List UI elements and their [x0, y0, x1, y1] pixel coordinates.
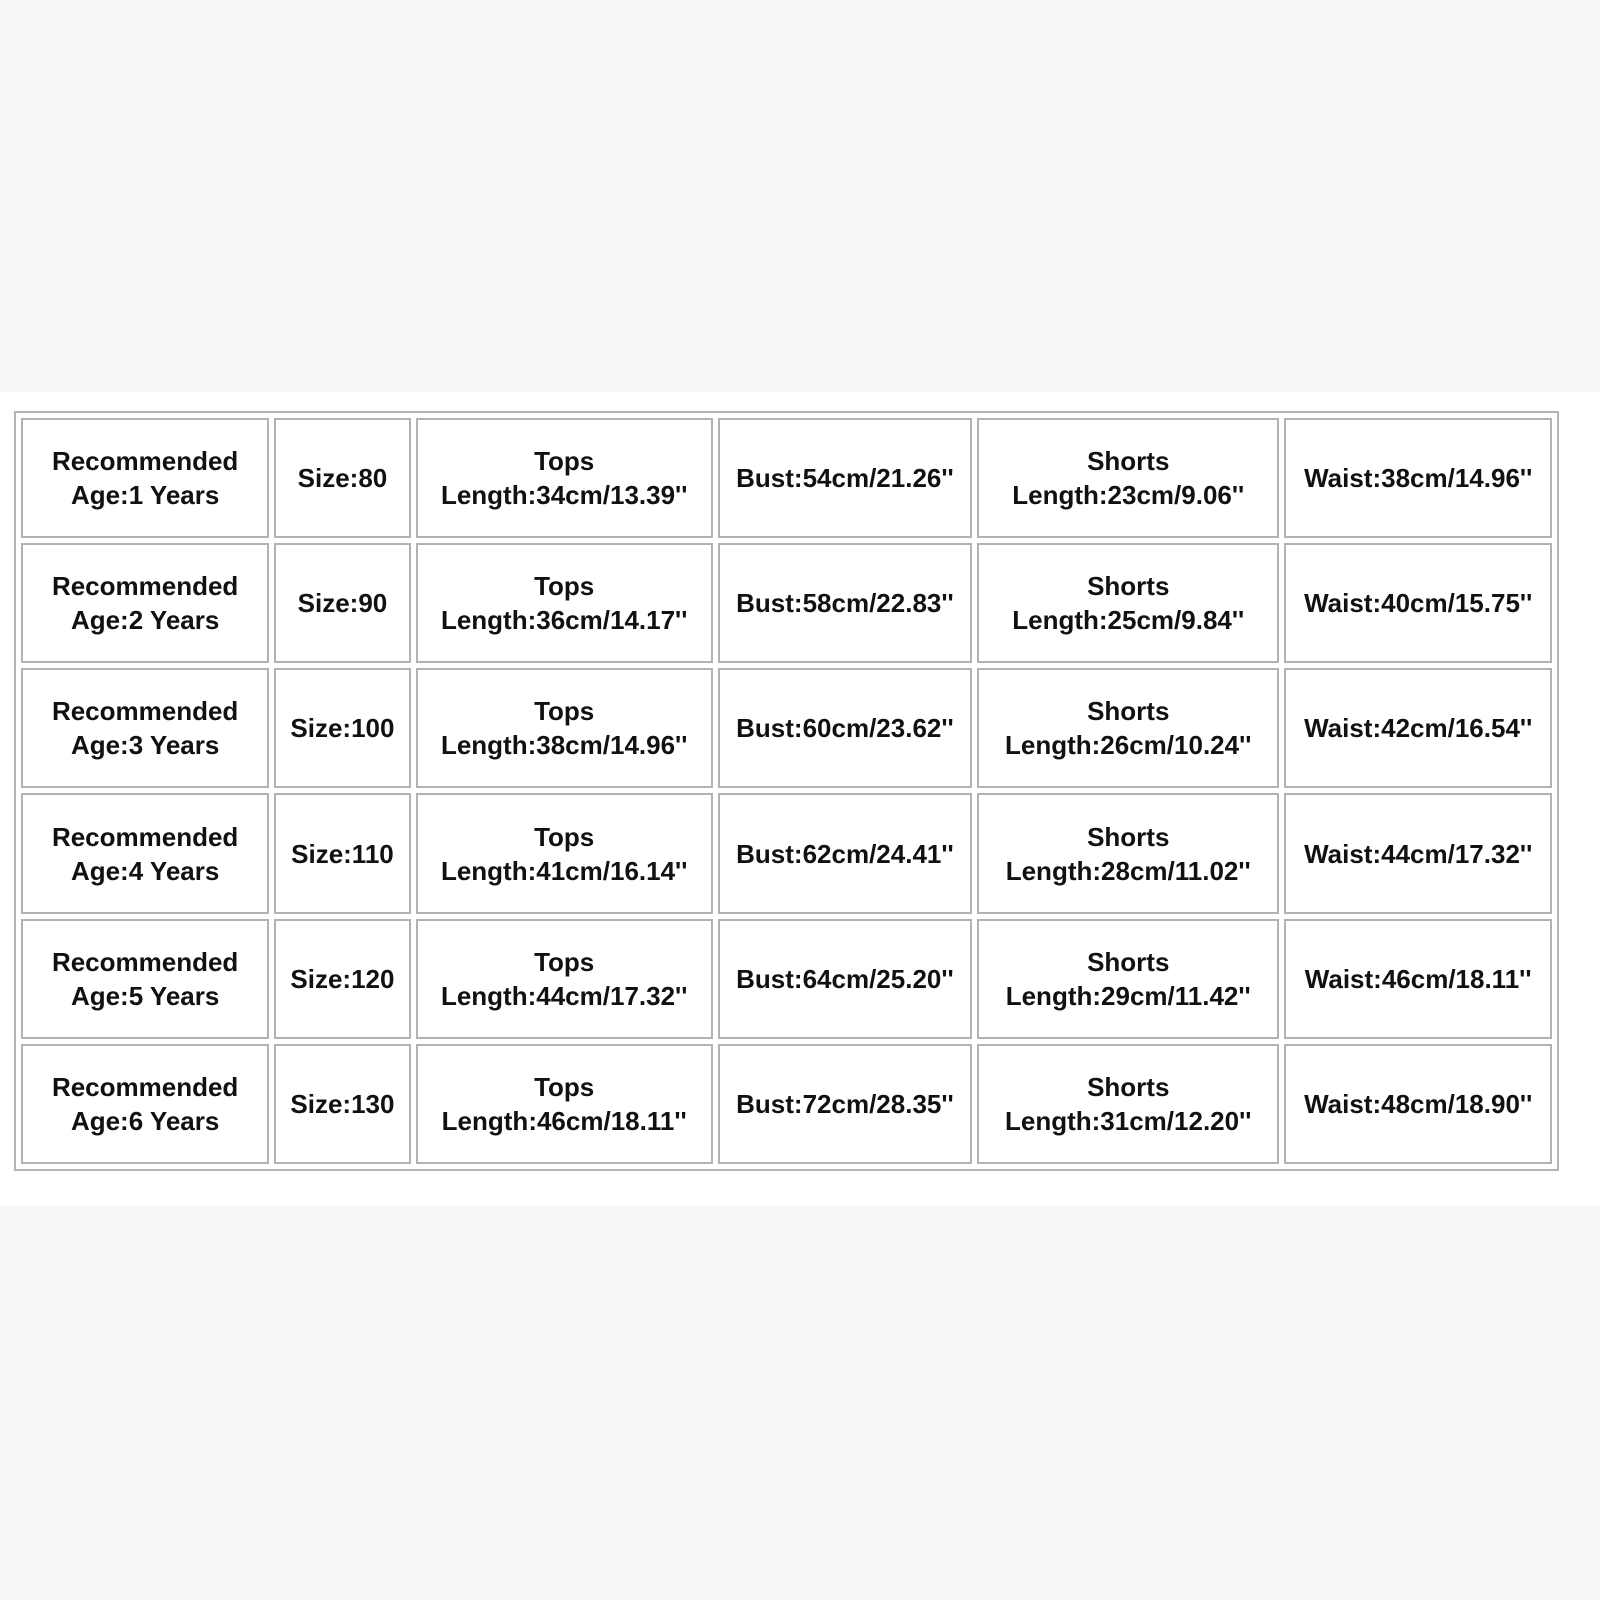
shorts-length-value: Length:31cm/12.20'' — [1005, 1105, 1252, 1136]
waist-value: Waist:44cm/17.32'' — [1304, 838, 1533, 869]
size-value: Size:80 — [297, 463, 388, 494]
shorts-label: Shorts — [1087, 1071, 1170, 1102]
tops-length-cell — [416, 668, 713, 788]
waist-value: Waist:48cm/18.90'' — [1304, 1088, 1533, 1119]
shorts-length-value: Length:26cm/10.24'' — [1005, 730, 1252, 761]
age-cell — [21, 543, 269, 663]
tops-length-value: Length:38cm/14.96'' — [440, 730, 688, 761]
shorts-length-value: Length:23cm/9.06'' — [1012, 480, 1245, 511]
size-chart-table — [14, 411, 1559, 1171]
size-cell — [274, 1044, 410, 1164]
tops-label: Tops — [534, 946, 595, 977]
shorts-length-cell — [977, 543, 1279, 663]
shorts-label: Shorts — [1087, 696, 1170, 727]
tops-length-value: Length:44cm/17.32'' — [440, 980, 688, 1011]
tops-length-value: Length:36cm/14.17'' — [440, 605, 688, 636]
shorts-length-cell — [977, 668, 1279, 788]
size-cell — [274, 793, 410, 913]
tops-label: Tops — [534, 821, 595, 852]
tops-length-cell — [416, 919, 713, 1039]
tops-length-value: Length:34cm/13.39'' — [440, 480, 688, 511]
tops-length-cell — [416, 793, 713, 913]
bust-cell — [718, 919, 972, 1039]
age-cell — [21, 418, 269, 538]
bust-value: Bust:64cm/25.20'' — [736, 963, 954, 994]
shorts-label: Shorts — [1087, 571, 1170, 602]
size-value: Size:120 — [290, 963, 395, 994]
waist-value: Waist:40cm/15.75'' — [1304, 588, 1533, 619]
size-cell — [274, 418, 410, 538]
bust-cell — [718, 668, 972, 788]
shorts-label: Shorts — [1087, 946, 1170, 977]
tops-label: Tops — [534, 1071, 595, 1102]
size-value: Size:90 — [297, 588, 388, 619]
shorts-label: Shorts — [1087, 446, 1170, 477]
shorts-label: Shorts — [1087, 821, 1170, 852]
bust-value: Bust:62cm/24.41'' — [736, 838, 954, 869]
shorts-length-value: Length:29cm/11.42'' — [1005, 980, 1251, 1011]
shorts-length-value: Length:25cm/9.84'' — [1012, 605, 1245, 636]
size-cell — [274, 919, 410, 1039]
shorts-length-cell — [977, 418, 1279, 538]
size-value: Size:110 — [291, 838, 394, 869]
age-cell — [21, 668, 269, 788]
table-row — [21, 668, 1552, 788]
waist-cell — [1284, 1044, 1552, 1164]
bust-value: Bust:58cm/22.83'' — [736, 588, 954, 619]
age-label: Recommended — [51, 571, 239, 602]
waist-cell — [1284, 793, 1552, 913]
age-value: Age:2 Years — [70, 605, 220, 636]
age-cell — [21, 793, 269, 913]
size-value: Size:100 — [290, 713, 395, 744]
tops-length-value: Length:41cm/16.14'' — [440, 855, 688, 886]
age-label: Recommended — [51, 821, 239, 852]
age-cell — [21, 1044, 269, 1164]
waist-cell — [1284, 543, 1552, 663]
tops-label: Tops — [534, 696, 595, 727]
age-value: Age:4 Years — [70, 855, 220, 886]
age-value: Age:1 Years — [70, 480, 220, 511]
waist-cell — [1284, 668, 1552, 788]
age-value: Age:3 Years — [70, 730, 220, 761]
age-cell — [21, 919, 269, 1039]
tops-length-cell — [416, 418, 713, 538]
bust-cell — [718, 793, 972, 913]
waist-cell — [1284, 919, 1552, 1039]
table-row — [21, 543, 1552, 663]
shorts-length-cell — [977, 919, 1279, 1039]
table-row — [21, 418, 1552, 538]
age-value: Age:5 Years — [70, 980, 220, 1011]
age-label: Recommended — [51, 446, 239, 477]
tops-length-value: Length:46cm/18.11'' — [441, 1105, 687, 1136]
age-label: Recommended — [51, 1071, 239, 1102]
tops-label: Tops — [534, 446, 595, 477]
waist-value: Waist:38cm/14.96'' — [1304, 463, 1533, 494]
table-row — [21, 919, 1552, 1039]
bust-value: Bust:72cm/28.35'' — [736, 1088, 954, 1119]
bust-value: Bust:54cm/21.26'' — [736, 463, 954, 494]
bust-value: Bust:60cm/23.62'' — [736, 713, 954, 744]
bust-cell — [718, 418, 972, 538]
age-value: Age:6 Years — [70, 1105, 220, 1136]
shorts-length-cell — [977, 793, 1279, 913]
waist-value: Waist:46cm/18.11'' — [1304, 963, 1532, 994]
table-row — [21, 793, 1552, 913]
table-row — [21, 1044, 1552, 1164]
age-label: Recommended — [51, 696, 239, 727]
size-value: Size:130 — [290, 1088, 395, 1119]
tops-label: Tops — [534, 571, 595, 602]
age-label: Recommended — [51, 946, 239, 977]
waist-value: Waist:42cm/16.54'' — [1304, 713, 1533, 744]
size-cell — [274, 668, 410, 788]
tops-length-cell — [416, 1044, 713, 1164]
waist-cell — [1284, 418, 1552, 538]
tops-length-cell — [416, 543, 713, 663]
bust-cell — [718, 543, 972, 663]
shorts-length-value: Length:28cm/11.02'' — [1005, 855, 1251, 886]
shorts-length-cell — [977, 1044, 1279, 1164]
bust-cell — [718, 1044, 972, 1164]
size-cell — [274, 543, 410, 663]
size-chart-body — [21, 418, 1552, 1164]
